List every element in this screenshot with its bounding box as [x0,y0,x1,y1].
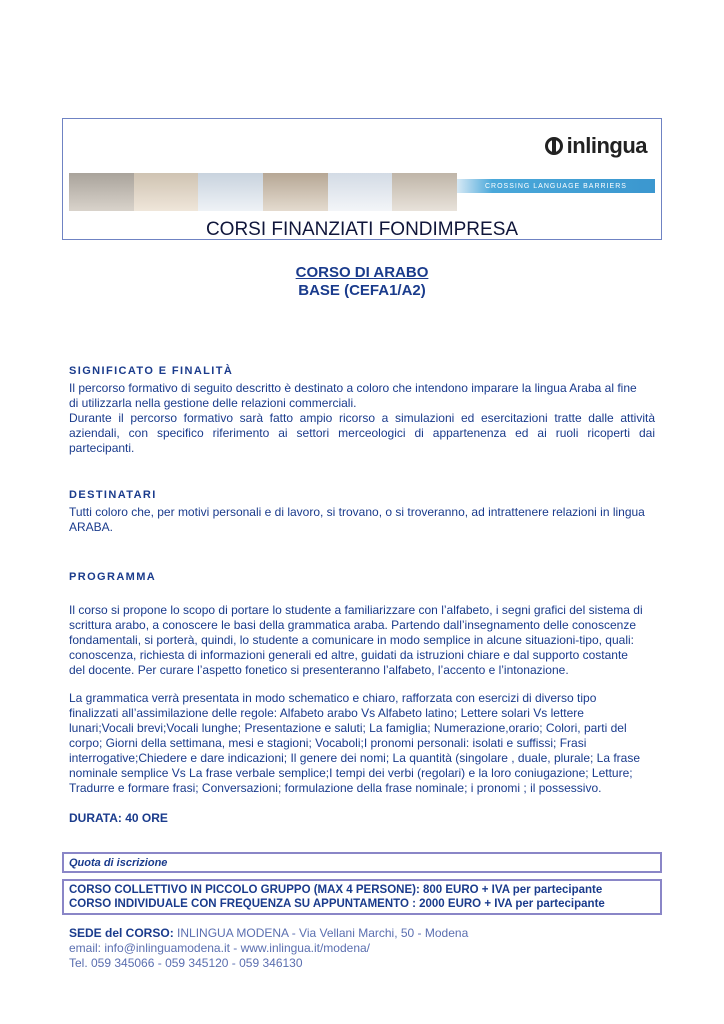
tagline-bar [457,173,655,211]
fee-line-individual: CORSO INDIVIDUALE CON FREQUENZA SU APPUNTAMENTO : 2000 EURO + IVA per partecipante [69,898,605,910]
course-duration: DURATA: 40 ORE [69,811,168,825]
section-heading: SIGNIFICATO E FINALITÀ [69,365,234,377]
course-title-line2: BASE (CEFA1/A2) [298,282,426,299]
sede-value: INLINGUA MODENA - Via Vellani Marchi, 50 - Modena [173,926,469,940]
paragraph-line: partecipanti. [69,441,135,455]
paragraph-line: Tradurre e formare frasi; Conversazioni; formulazione della frase nominale; i pronomi ; il possessivo. [69,781,602,795]
paragraph-line: conoscenza, richiesta di informazioni generali ed altre, guidati da istruzioni chiare e dal supporto costante [69,648,628,662]
course-title-line1: CORSO DI ARABO [295,264,429,281]
inlingua-logo-icon [545,137,563,155]
banner-photo-meeting [69,173,134,211]
paragraph-line: fondamentali, si porterà, quindi, lo studente a comunicare in modo semplice in alcune situazioni-tipo, quali: [69,633,634,647]
paragraph-line: Il corso si propone lo scopo di portare lo studente a familiarizzare con l’alfabeto, i segni grafici del sistema di [69,603,643,617]
section-significato [69,364,655,456]
paragraph-line: Tutti coloro che, per motivi personali e di lavoro, si trovano, o si troveranno, ad intrattenere relazioni in lingua [69,505,645,519]
paragraph-line: Il percorso formativo di seguito descritto è destinato a coloro che intendono imparare la lingua Araba al fine [69,381,637,395]
inlingua-logo [545,133,647,159]
footer-sede [69,926,468,941]
sede-label: SEDE del CORSO: [69,926,174,940]
section-heading: DESTINATARI [69,489,157,501]
logo-text: inlingua [566,133,647,158]
banner-photo-woman [134,173,199,211]
tagline: CROSSING LANGUAGE BARRIERS [457,179,655,193]
paragraph-line: scrittura arabo, a conoscere le basi della grammatica araba. Partendo dall’insegnamento delle conoscenze [69,618,636,632]
footer-phones: Tel. 059 345066 - 059 345120 - 059 346130 [69,956,303,970]
paragraph-line: finalizzati all’assimilazione delle regole: Alfabeto arabo Vs Alfabeto latino; Lettere solari Vs lettere [69,706,584,720]
footer-contacts [69,926,468,971]
banner-photo-team [263,173,328,211]
footer-email-web: email: info@inlinguamodena.it - www.inlingua.it/modena/ [69,941,371,955]
paragraph-line: La grammatica verrà presentata in modo schematico e chiaro, rafforzata con esercizi di diverso tipo [69,691,597,705]
paragraph-line: ARABA. [69,520,114,534]
paragraph-line: di utilizzarla nella gestione delle relazioni commerciali. [69,396,357,410]
paragraph-line: lunari;Vocali brevi;Vocali lunghe; Presentazione e saluti; La famiglia; Numerazione,orario; Colori, parti del [69,721,627,735]
paragraph-line: nominale semplice Vs La frase verbale semplice;I tempi dei verbi (regolari) e la loro coniugazione; Letture; [69,766,633,780]
section-programma [69,570,655,796]
banner-photo-desk [328,173,393,211]
banner-photo-office [198,173,263,211]
fee-label: Quota di iscrizione [62,852,662,873]
banner-photo-strip [69,173,457,211]
fee-box [62,879,662,915]
header-box [62,118,662,240]
paragraph-line: Durante il percorso formativo sarà fatto ampio ricorso a simulazioni ed esercitazioni tratte dalle attività [69,411,655,425]
banner-photo-group [392,173,457,211]
paragraph-line: corpo; Giorni della settimana, mesi e stagioni; Vocaboli;I pronomi personali: isolati e suffissi; Frasi [69,736,587,750]
paragraph-line: del docente. Per curare l’aspetto fonetico si presenteranno l’alfabeto, l’accento e l’intonazione. [69,663,569,677]
course-title [0,264,724,300]
page-title: CORSI FINANZIATI FONDIMPRESA [205,219,519,240]
fee-line-group: CORSO COLLETTIVO IN PICCOLO GRUPPO (MAX 4 PERSONE): 800 EURO + IVA per partecipante [69,884,603,896]
paragraph-line: aziendali, con specifico riferimento ai settori merceologici di appartenenza ed ai ruoli ricoperti dai [69,426,655,440]
paragraph-line: interrogative;Chiedere e dare indicazioni; Il genere dei nomi; La quantità (singolare , duale, plurale; La frase [69,751,641,765]
header-banner [69,173,655,211]
section-heading: PROGRAMMA [69,571,157,583]
section-destinatari [69,488,655,535]
